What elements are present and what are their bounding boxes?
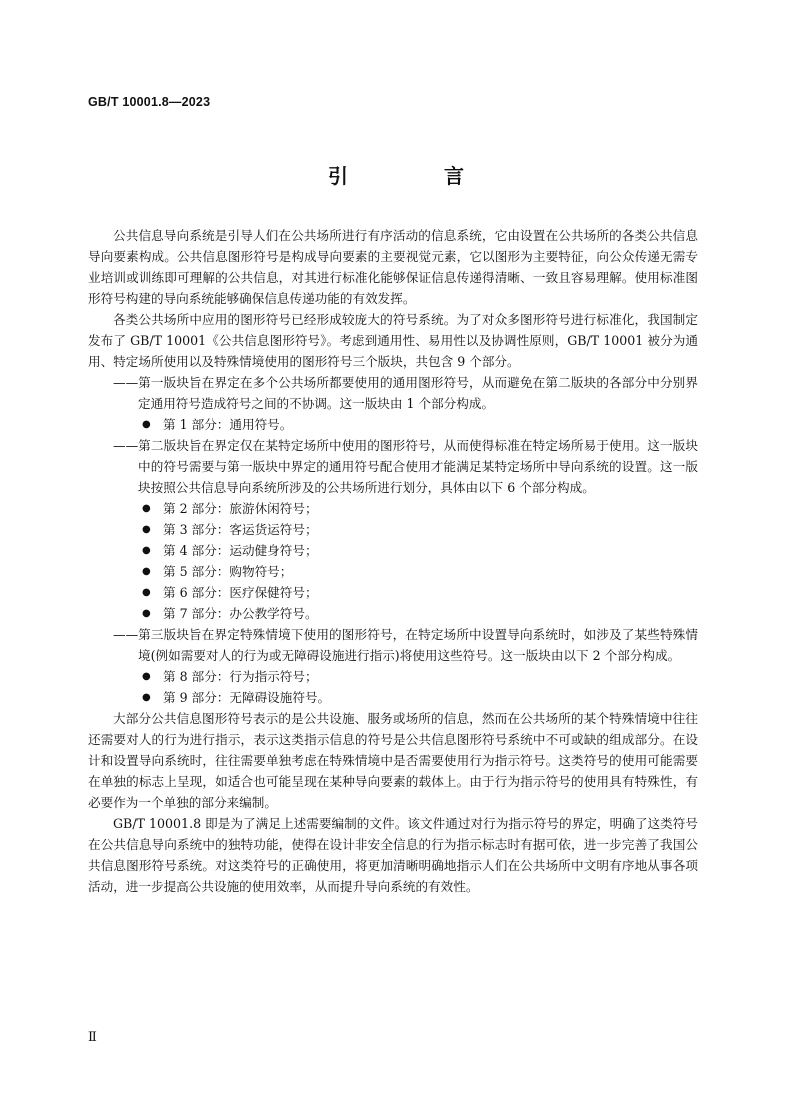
dash-mark: —— <box>113 438 139 453</box>
document-code: GB/T 10001.8—2023 <box>88 95 211 109</box>
block-1-description: ——第一版块旨在界定在多个公共场所都要使用的通用图形符号，从而避免在第二版块的各部分中分别界定通用符号造成符号之间的不协调。这一版块由 1 个部分构成。 <box>88 372 698 414</box>
list-item: ● 第 6 部分：医疗保健符号； <box>142 585 318 600</box>
list-item: ● 第 5 部分：购物符号； <box>142 564 293 579</box>
block-2-description: ——第二版块旨在界定仅在某特定场所中使用的图形符号，从而使得标准在特定场所易于使用。这一版块中的符号需要与第一版块中界定的通用符号配合使用才能满足某特定场所中导向系统的设置。这一版块按照公共信息导向系统所涉及的公共场所进行划分，具体由以下 6 个部分构成。 <box>88 435 698 498</box>
list-item: ● 第 4 部分：运动健身符号； <box>142 543 318 558</box>
list-item: ● 第 3 部分：客运货运符号； <box>142 522 318 537</box>
list-item: ● 第 2 部分：旅游休闲符号； <box>142 501 318 516</box>
paragraph-4: GB/T 10001.8 即是为了满足上述需要编制的文件。该文件通过对行为指示符号的界定，明确了这类符号在公共信息导向系统中的独特功能，使得在设计非安全信息的行为指示标志时有据可依，进一步完善了我国公共信息图形符号系统。对这类符号的正确使用，将更加清晰明确地指示人们在公共场所中文明有序地从事各项活动，进一步提高公共设施的使用效率，从而提升导向系统的有效性。 <box>88 816 698 894</box>
page-title: 引 言 <box>328 164 502 188</box>
paragraph-1: 公共信息导向系统是引导人们在公共场所进行有序活动的信息系统，它由设置在公共场所的各类公共信息导向要素构成。公共信息图形符号是构成导向要素的主要视觉元素，它以图形为主要特征，向公众传递无需专业培训或训练即可理解的公共信息，对其进行标准化能够保证信息传递得清晰、一致且容易理解。使用标准图形符号构建的导向系统能够确保信息传递功能的有效发挥。 <box>88 228 698 306</box>
page-number: Ⅱ <box>88 1030 97 1045</box>
list-item: ● 第 1 部分：通用符号。 <box>142 417 293 432</box>
dash-mark: —— <box>113 375 139 390</box>
list-item: ● 第 7 部分：办公教学符号。 <box>142 606 318 621</box>
paragraph-2: 各类公共场所中应用的图形符号已经形成较庞大的符号系统。为了对众多图形符号进行标准化，我国制定发布了 GB/T 10001《公共信息图形符号》。考虑到通用性、易用性以及协调性原则，GB/T 10001 被分为通用、特定场所使用以及特殊情境使用的图形符号三个版块，共包含 9 个部分。 <box>88 312 698 369</box>
block-2-list <box>88 498 698 624</box>
block-3-list <box>88 666 698 708</box>
list-item: ● 第 9 部分：无障碍设施符号。 <box>142 690 331 705</box>
dash-mark: —— <box>113 627 139 642</box>
list-item: ● 第 8 部分：行为指示符号； <box>142 669 318 684</box>
block-1-list <box>88 414 698 435</box>
paragraph-3: 大部分公共信息图形符号表示的是公共设施、服务或场所的信息，然而在公共场所的某个特殊情境中往往还需要对人的行为进行指示，表示这类指示信息的符号是公共信息图形符号系统中不可或缺的组成部分。在设计和设置导向系统时，往往需要单独考虑在特殊情境中是否需要使用行为指示符号。这类符号的使用可能需要在单独的标志上呈现，如适合也可能呈现在某种导向要素的载体上。由于行为指示符号的使用具有特殊性，有必要作为一个单独的部分来编制。 <box>88 711 698 810</box>
document-body <box>88 225 698 897</box>
block-3-description: ——第三版块旨在界定特殊情境下使用的图形符号，在特定场所中设置导向系统时，如涉及了某些特殊情境(例如需要对人的行为或无障碍设施进行指示)将使用这些符号。这一版块由以下 2 个部分构成。 <box>88 624 698 666</box>
